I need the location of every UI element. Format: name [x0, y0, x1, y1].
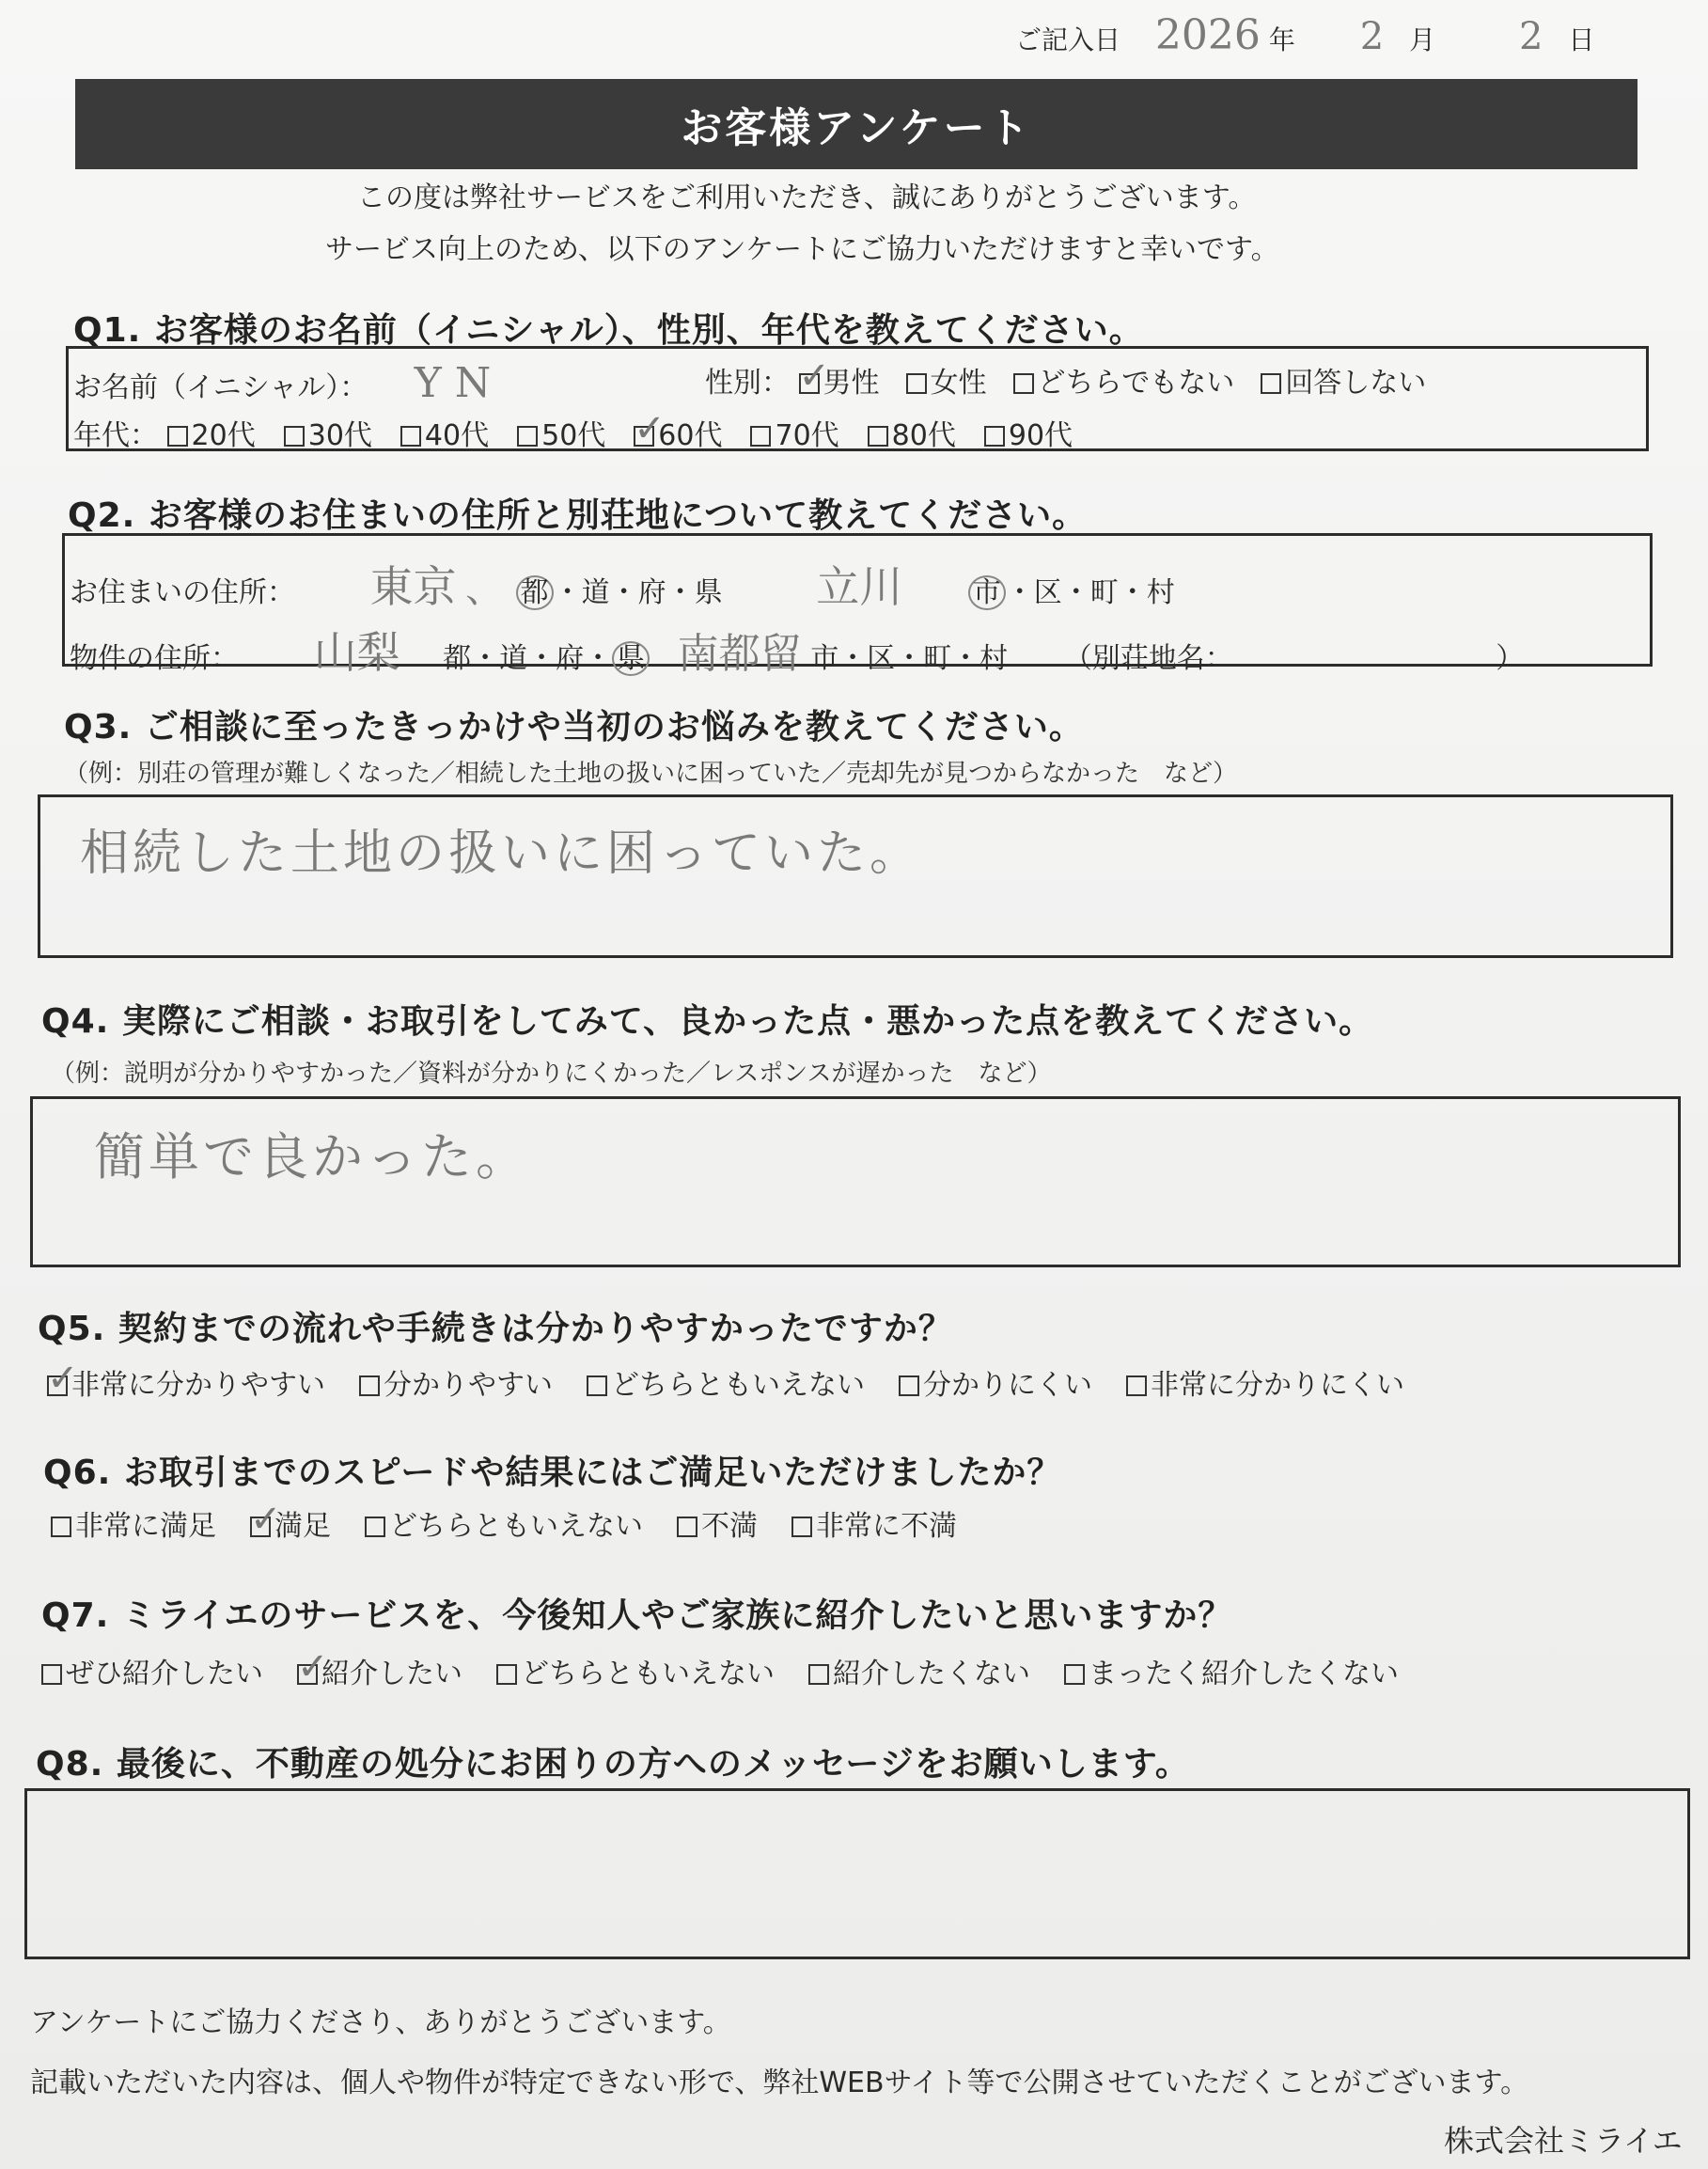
- q1-name-row: [73, 359, 491, 407]
- checkbox[interactable]: [167, 426, 188, 447]
- checkbox[interactable]: [47, 1375, 68, 1396]
- q4-example: （例：説明が分かりやすかった／資料が分かりにくかった／レスポンスが遅かった など）: [51, 1060, 1052, 1088]
- option-label: 分かりにくい: [923, 1369, 1092, 1402]
- date-day: 2: [1519, 15, 1543, 58]
- footer-thanks: アンケートにご協力くださり、ありがとうございます。: [30, 2006, 731, 2039]
- checkbox[interactable]: [868, 426, 888, 447]
- age-label: 年代：: [73, 419, 158, 452]
- separator: ・: [1061, 576, 1090, 609]
- separator: ・: [666, 576, 695, 609]
- option-q7-options-2[interactable]: [496, 1650, 775, 1691]
- date-line: [1015, 11, 1594, 59]
- checkbox[interactable]: [1064, 1664, 1085, 1685]
- checkbox[interactable]: [1261, 373, 1281, 394]
- option-label: 非常に分かりやすい: [71, 1369, 325, 1402]
- property-pref-options: [443, 642, 650, 675]
- checkbox[interactable]: [808, 1664, 829, 1685]
- home-city-written: 立川: [816, 561, 903, 612]
- name-label: お名前（イニシャル）：: [73, 371, 368, 404]
- separator: ・: [527, 642, 556, 675]
- property-city-written: 南都留: [677, 630, 802, 678]
- option-label: 70代: [775, 419, 839, 452]
- checkbox[interactable]: [297, 1664, 318, 1685]
- footer-notice: 記載いただいた内容は、個人や物件が特定できない形で、弊社WEBサイト等で公開させていただくことがございます。: [30, 2067, 1529, 2099]
- q5-options: [47, 1361, 1438, 1403]
- q5-question: Q5. 契約までの流れや手続きは分かりやすかったですか？: [38, 1310, 953, 1348]
- option-label: 60代: [658, 419, 723, 452]
- q1-gender-row: [705, 359, 1452, 401]
- q8-answer-box: [24, 1788, 1690, 1959]
- checkbox[interactable]: [517, 426, 538, 447]
- option-label: 20代: [191, 419, 256, 452]
- choice-1[interactable]: 区: [1033, 576, 1062, 609]
- option-label: 分かりやすい: [384, 1369, 553, 1402]
- option-q6-options-4[interactable]: [791, 1502, 957, 1544]
- checkbox[interactable]: [791, 1517, 812, 1537]
- option-label: どちらともいえない: [611, 1369, 865, 1402]
- option-label: 紹介したい: [321, 1658, 462, 1690]
- checkbox[interactable]: [906, 373, 927, 394]
- option-q6-options-0[interactable]: [51, 1502, 216, 1544]
- option-label: 30代: [307, 419, 372, 452]
- option-q1-gender_options-2[interactable]: [1013, 359, 1235, 401]
- checkbox[interactable]: [1126, 1375, 1147, 1396]
- option-label: まったく紹介したくない: [1089, 1658, 1399, 1690]
- option-q7-options-4[interactable]: [1064, 1650, 1399, 1691]
- checkbox[interactable]: [365, 1517, 385, 1537]
- property-pref-written: 山梨: [313, 627, 400, 678]
- checkbox[interactable]: [359, 1375, 380, 1396]
- date-year-unit: 年: [1268, 24, 1295, 55]
- home-city-options: [968, 576, 1175, 609]
- option-q1-age_options-3[interactable]: [517, 412, 605, 453]
- option-q5-options-2[interactable]: [587, 1361, 865, 1403]
- checkbox[interactable]: [496, 1664, 517, 1685]
- option-label: 女性: [930, 367, 987, 400]
- option-q6-options-3[interactable]: [677, 1502, 758, 1544]
- option-q5-options-1[interactable]: [359, 1361, 553, 1403]
- choice-3[interactable]: 県: [694, 576, 723, 609]
- name-value: Y N: [414, 359, 492, 407]
- option-q1-age_options-2[interactable]: [400, 412, 489, 453]
- option-q1-age_options-7[interactable]: [984, 412, 1073, 453]
- page-title: お客様アンケート: [681, 104, 1032, 152]
- separator: ・: [1118, 576, 1147, 609]
- checkbox[interactable]: [634, 426, 654, 447]
- q2-question: Q2. お客様のお住まいの住所と別荘地について教えてください。: [68, 496, 1088, 535]
- option-q5-options-3[interactable]: [899, 1361, 1092, 1403]
- option-q1-age_options-4[interactable]: [634, 412, 722, 453]
- separator: ・: [471, 642, 500, 675]
- q3-question: Q3. ご相談に至ったきっかけや当初のお悩みを教えてください。: [64, 708, 1084, 747]
- option-label: どちらともいえない: [389, 1510, 643, 1543]
- q2-property-row: [70, 619, 1524, 681]
- date-year: 2026: [1154, 11, 1261, 59]
- option-label: 非常に分かりにくい: [1151, 1369, 1404, 1402]
- option-q1-age_options-1[interactable]: [284, 412, 372, 453]
- date-label: ご記入日: [1015, 24, 1121, 55]
- option-q1-gender_options-1[interactable]: [906, 359, 987, 401]
- option-label: 満足: [274, 1510, 331, 1543]
- checkbox[interactable]: [250, 1517, 271, 1537]
- option-q1-gender_options-3[interactable]: [1261, 359, 1426, 401]
- option-label: 非常に不満: [816, 1510, 957, 1543]
- choice-0[interactable]: 都: [516, 575, 554, 610]
- intro-line-1: この度は弊社サービスをご利用いただき、誠にありがとうございます。: [357, 181, 1257, 214]
- separator: ・: [584, 642, 613, 675]
- option-q7-options-1[interactable]: [297, 1650, 462, 1691]
- intro-line-2: サービス向上のため、以下のアンケートにご協力いただけますと幸いです。: [325, 233, 1279, 266]
- choice-3[interactable]: 村: [1146, 576, 1175, 609]
- option-q5-options-0[interactable]: [47, 1361, 325, 1403]
- option-label: 40代: [424, 419, 490, 452]
- villa-label: （別荘地名：: [1063, 642, 1233, 675]
- q3-example: （例：別荘の管理が難しくなった／相続した土地の扱いに困っていた／売却先が見つからなかった など）: [64, 760, 1238, 788]
- option-label: 回答しない: [1285, 367, 1427, 400]
- option-q1-age_options-5[interactable]: [750, 412, 838, 453]
- option-label: 不満: [701, 1510, 758, 1543]
- option-q7-options-3[interactable]: [808, 1650, 1030, 1691]
- q6-options: [51, 1502, 991, 1544]
- option-q5-options-4[interactable]: [1126, 1361, 1404, 1403]
- choice-3[interactable]: 県: [612, 641, 650, 676]
- option-q6-options-1[interactable]: [250, 1502, 331, 1544]
- option-q7-options-0[interactable]: [41, 1650, 263, 1691]
- option-label: どちらともいえない: [521, 1658, 775, 1690]
- q1-question: Q1. お客様のお名前（イニシャル）、性別、年代を教えてください。: [73, 311, 1144, 350]
- property-city-options: 市・区・町・村: [810, 642, 1009, 675]
- option-label: 非常に満足: [75, 1510, 216, 1543]
- separator: ・: [1005, 576, 1034, 609]
- gender-options: [799, 367, 1453, 400]
- age-options: [167, 419, 1102, 452]
- q7-question: Q7. ミライエのサービスを、今後知人やご家族に紹介したいと思いますか？: [41, 1596, 1233, 1635]
- separator: ・: [609, 576, 638, 609]
- date-month: 2: [1359, 15, 1385, 58]
- q6-question: Q6. お取引までのスピードや結果にはご満足いただけましたか？: [43, 1454, 1062, 1492]
- home-pref-written: 東京: [369, 561, 457, 612]
- choice-1[interactable]: 道: [581, 576, 610, 609]
- option-label: ぜひ紹介したい: [66, 1658, 263, 1690]
- home-pref-options: [516, 576, 723, 609]
- choice-2[interactable]: 府: [556, 642, 585, 675]
- choice-2[interactable]: 町: [1089, 576, 1119, 609]
- q1-age-row: [73, 412, 1101, 453]
- option-label: 90代: [1008, 419, 1073, 452]
- q4-question: Q4. 実際にご相談・お取引をしてみて、良かった点・悪かった点を教えてください。: [41, 1002, 1374, 1041]
- choice-2[interactable]: 府: [637, 576, 666, 609]
- checkbox[interactable]: [51, 1517, 71, 1537]
- home-label: お住まいの住所：: [70, 576, 295, 609]
- option-q1-gender_options-0[interactable]: [799, 359, 880, 401]
- option-q6-options-2[interactable]: [365, 1502, 643, 1544]
- checkbox[interactable]: [587, 1375, 607, 1396]
- q8-question: Q8. 最後に、不動産の処分にお困りの方へのメッセージをお願いします。: [36, 1745, 1190, 1784]
- checkbox[interactable]: [799, 373, 820, 394]
- gender-label: 性別：: [705, 367, 790, 400]
- checkbox[interactable]: [1013, 373, 1034, 394]
- checkbox[interactable]: [400, 426, 421, 447]
- option-q1-age_options-6[interactable]: [868, 412, 956, 453]
- checkbox[interactable]: [41, 1664, 62, 1685]
- option-label: 50代: [541, 419, 606, 452]
- q7-options: [41, 1650, 1433, 1691]
- q4-answer: 簡単で良かった。: [94, 1127, 530, 1187]
- option-label: どちらでもない: [1037, 367, 1235, 400]
- company-name: 株式会社ミライエ: [1444, 2123, 1683, 2159]
- checkbox[interactable]: [677, 1517, 697, 1537]
- date-day-unit: 日: [1568, 24, 1595, 55]
- choice-0[interactable]: 都: [443, 642, 472, 675]
- option-label: 男性: [823, 367, 880, 400]
- q2-home-row: [70, 553, 1175, 615]
- choice-0[interactable]: 市: [968, 575, 1006, 610]
- option-label: 紹介したくない: [833, 1658, 1030, 1690]
- villa-close: ）: [1496, 642, 1525, 675]
- checkbox[interactable]: [899, 1375, 919, 1396]
- option-label: 80代: [891, 419, 956, 452]
- checkbox[interactable]: [750, 426, 771, 447]
- title-banner: [75, 79, 1637, 169]
- option-q1-age_options-0[interactable]: [167, 412, 256, 453]
- date-month-unit: 月: [1409, 24, 1436, 55]
- checkbox[interactable]: [284, 426, 305, 447]
- choice-1[interactable]: 道: [499, 642, 528, 675]
- checkbox[interactable]: [984, 426, 1005, 447]
- home-comma: 、: [465, 568, 504, 611]
- separator: ・: [553, 576, 582, 609]
- property-label: 物件の住所：: [70, 642, 239, 675]
- q3-answer: 相続した土地の扱いに困っていた。: [80, 825, 923, 882]
